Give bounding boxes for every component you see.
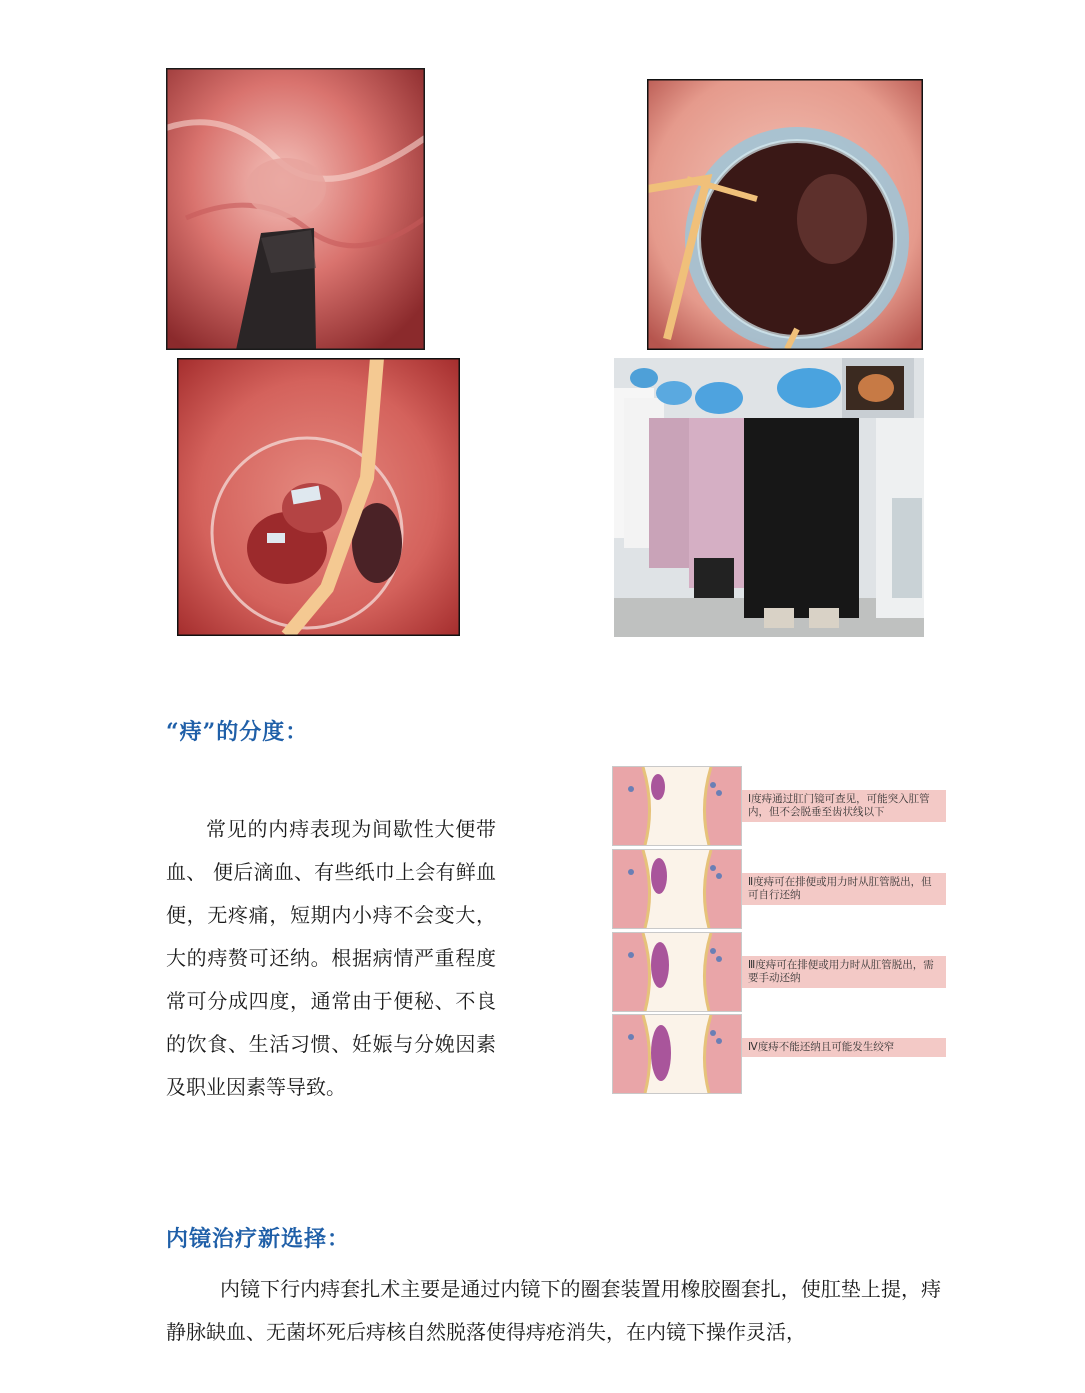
grade-illustration [612,766,742,846]
endoscopy-paragraph: 内镜下行内痔套扎术主要是通过内镜下的圈套装置用橡胶圈套扎，使肛垫上提，痔静脉缺血、无菌坏死后痔核自然脱落使得痔疮消失，在内镜下操作灵活， [166,1277,941,1344]
grade-description: Ⅱ度痔可在排便或用力时从肛管脱出，但可自行还纳 [742,873,946,905]
section-heading-grading: “痔”的分度： [166,719,309,745]
grade-row [612,932,948,1010]
grade-illustration [612,932,742,1012]
grade-row [612,849,948,927]
grade-description: Ⅰ度痔通过肛门镜可查见，可能突入肛管内，但不会脱垂至齿状线以下 [742,790,946,822]
grade-illustration [612,849,742,929]
grading-paragraph: 常见的内痔表现为间歇性大便带血、 便后滴血、有些纸巾上会有鲜血便，无疼痛，短期内小痔不会变大，大的痔赘可还纳。根据病情严重程度常可分成四度，通常由于便秘、不良的饮食、生活习惯、妊娠与分娩因素及职业因素等导致。 [166,817,496,1099]
grade-description: Ⅲ度痔可在排便或用力时从肛管脱出，需要手动还纳 [742,956,946,988]
endoscopic-photo-3 [177,358,460,636]
grade-row [612,766,948,844]
endoscopic-photo-1 [166,68,425,350]
section-heading-endoscopy: 内镜治疗新选择： [166,1226,351,1252]
medical-staff-photo [614,358,924,637]
hemorrhoid-grade-diagram [612,766,948,1096]
grade-illustration [612,1014,742,1094]
grade-description: Ⅳ度痔不能还纳且可能发生绞窄 [742,1038,946,1057]
grade-row [612,1014,948,1092]
endoscopic-photo-2 [647,79,923,350]
